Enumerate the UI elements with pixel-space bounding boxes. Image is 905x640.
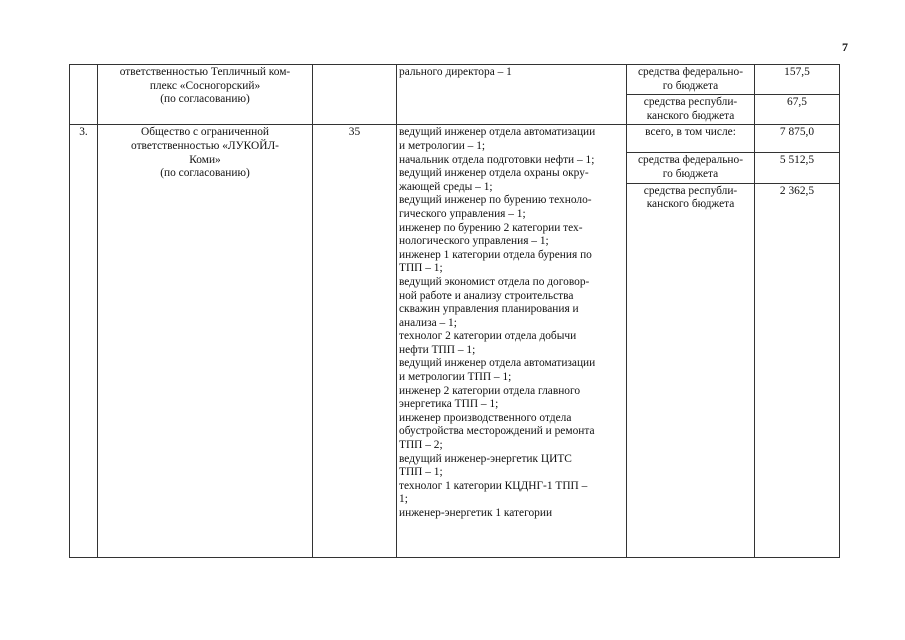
funding-source-cell — [627, 65, 755, 95]
position-line: гического управления – 1; — [399, 207, 526, 220]
funding-source-cell — [627, 95, 755, 125]
funding-amount-cell: 7 875,0 — [755, 125, 840, 153]
position-line: ТПП – 1; — [399, 466, 443, 479]
position-line: технолог 1 категории КЦДНГ-1 ТПП – — [399, 479, 588, 492]
org-line: Коми» — [189, 153, 221, 166]
position-line: инженер по бурению 2 категории тех- — [399, 221, 583, 234]
position-line: анализа – 1; — [399, 316, 457, 329]
funding-source-cell — [627, 153, 755, 183]
position-line: и метрологии – 1; — [399, 139, 486, 152]
funding-amount-cell: 67,5 — [755, 95, 840, 125]
position-line: 1; — [399, 493, 408, 506]
position-line: инженер производственного отдела — [399, 411, 572, 424]
organization-cell — [98, 65, 313, 125]
position-line: ТПП – 1; — [399, 262, 443, 275]
source-line: канского бюджета — [646, 109, 735, 122]
position-line: ведущий инженер отдела автоматизации — [399, 357, 596, 370]
funding-amount-cell: 2 362,5 — [755, 183, 840, 557]
source-line: го бюджета — [662, 79, 719, 92]
position-line: нефти ТПП – 1; — [399, 343, 476, 356]
positions-cell — [397, 125, 627, 558]
position-line: начальник отдела подготовки нефти – 1; — [399, 153, 595, 166]
funding-source-cell — [627, 183, 755, 557]
table-row — [70, 125, 840, 153]
org-line: (по согласованию) — [160, 93, 250, 106]
position-line: и метрологии ТПП – 1; — [399, 371, 512, 384]
source-line: средства республи- — [643, 96, 738, 109]
position-line: жающей среды – 1; — [399, 180, 493, 193]
row-number-cell — [70, 65, 98, 125]
positions-cell — [397, 65, 627, 125]
position-line: обустройства месторождений и ремонта — [399, 425, 595, 438]
organization-cell — [98, 125, 313, 558]
source-line: го бюджета — [662, 167, 719, 180]
position-line: энергетика ТПП – 1; — [399, 398, 499, 411]
quantity-cell: 35 — [313, 125, 397, 558]
position-line: технолог 2 категории отдела добычи — [399, 330, 577, 343]
position-line: инженер 2 категории отдела главного — [399, 384, 581, 397]
position-line: скважин управления планирования и — [399, 303, 579, 316]
funding-source-cell — [627, 125, 755, 153]
org-line: ответственностью Тепличный ком- — [119, 66, 291, 78]
source-line: канского бюджета — [646, 198, 735, 211]
org-line: ответственностью «ЛУКОЙЛ- — [131, 139, 279, 152]
position-line: ной работе и анализу строительства — [399, 289, 574, 302]
allocation-table — [69, 64, 840, 558]
org-line: плекс «Сосногорский» — [149, 79, 261, 92]
position-line: нологического управления – 1; — [399, 235, 549, 248]
position-line: ведущий инженер по бурению техноло- — [399, 194, 592, 207]
position-line: инженер 1 категории отдела бурения по — [399, 248, 592, 261]
position-line: ТПП – 2; — [399, 439, 443, 452]
row-number-cell: 3. — [70, 125, 98, 558]
table-row — [70, 65, 840, 95]
position-line: инженер-энергетик 1 категории — [399, 507, 553, 519]
position-line: ведущий инженер отдела автоматизации — [399, 126, 596, 139]
source-line: средства республи- — [643, 184, 738, 197]
position-line: ведущий экономист отдела по договор- — [399, 275, 590, 288]
funding-amount-cell: 5 512,5 — [755, 153, 840, 183]
quantity-cell — [313, 65, 397, 125]
org-line: Общество с ограниченной — [141, 126, 269, 139]
source-line: всего, в том числе: — [645, 126, 736, 139]
position-line: ведущий инженер-энергетик ЦИТС — [399, 452, 572, 465]
source-line: средства федерально- — [637, 154, 744, 167]
position-line: рального директора – 1 — [399, 66, 512, 78]
funding-amount-cell: 157,5 — [755, 65, 840, 95]
source-line: средства федерально- — [637, 66, 744, 78]
page-number: 7 — [842, 40, 848, 54]
org-line: (по согласованию) — [160, 167, 250, 180]
position-line: ведущий инженер отдела охраны окру- — [399, 167, 589, 180]
